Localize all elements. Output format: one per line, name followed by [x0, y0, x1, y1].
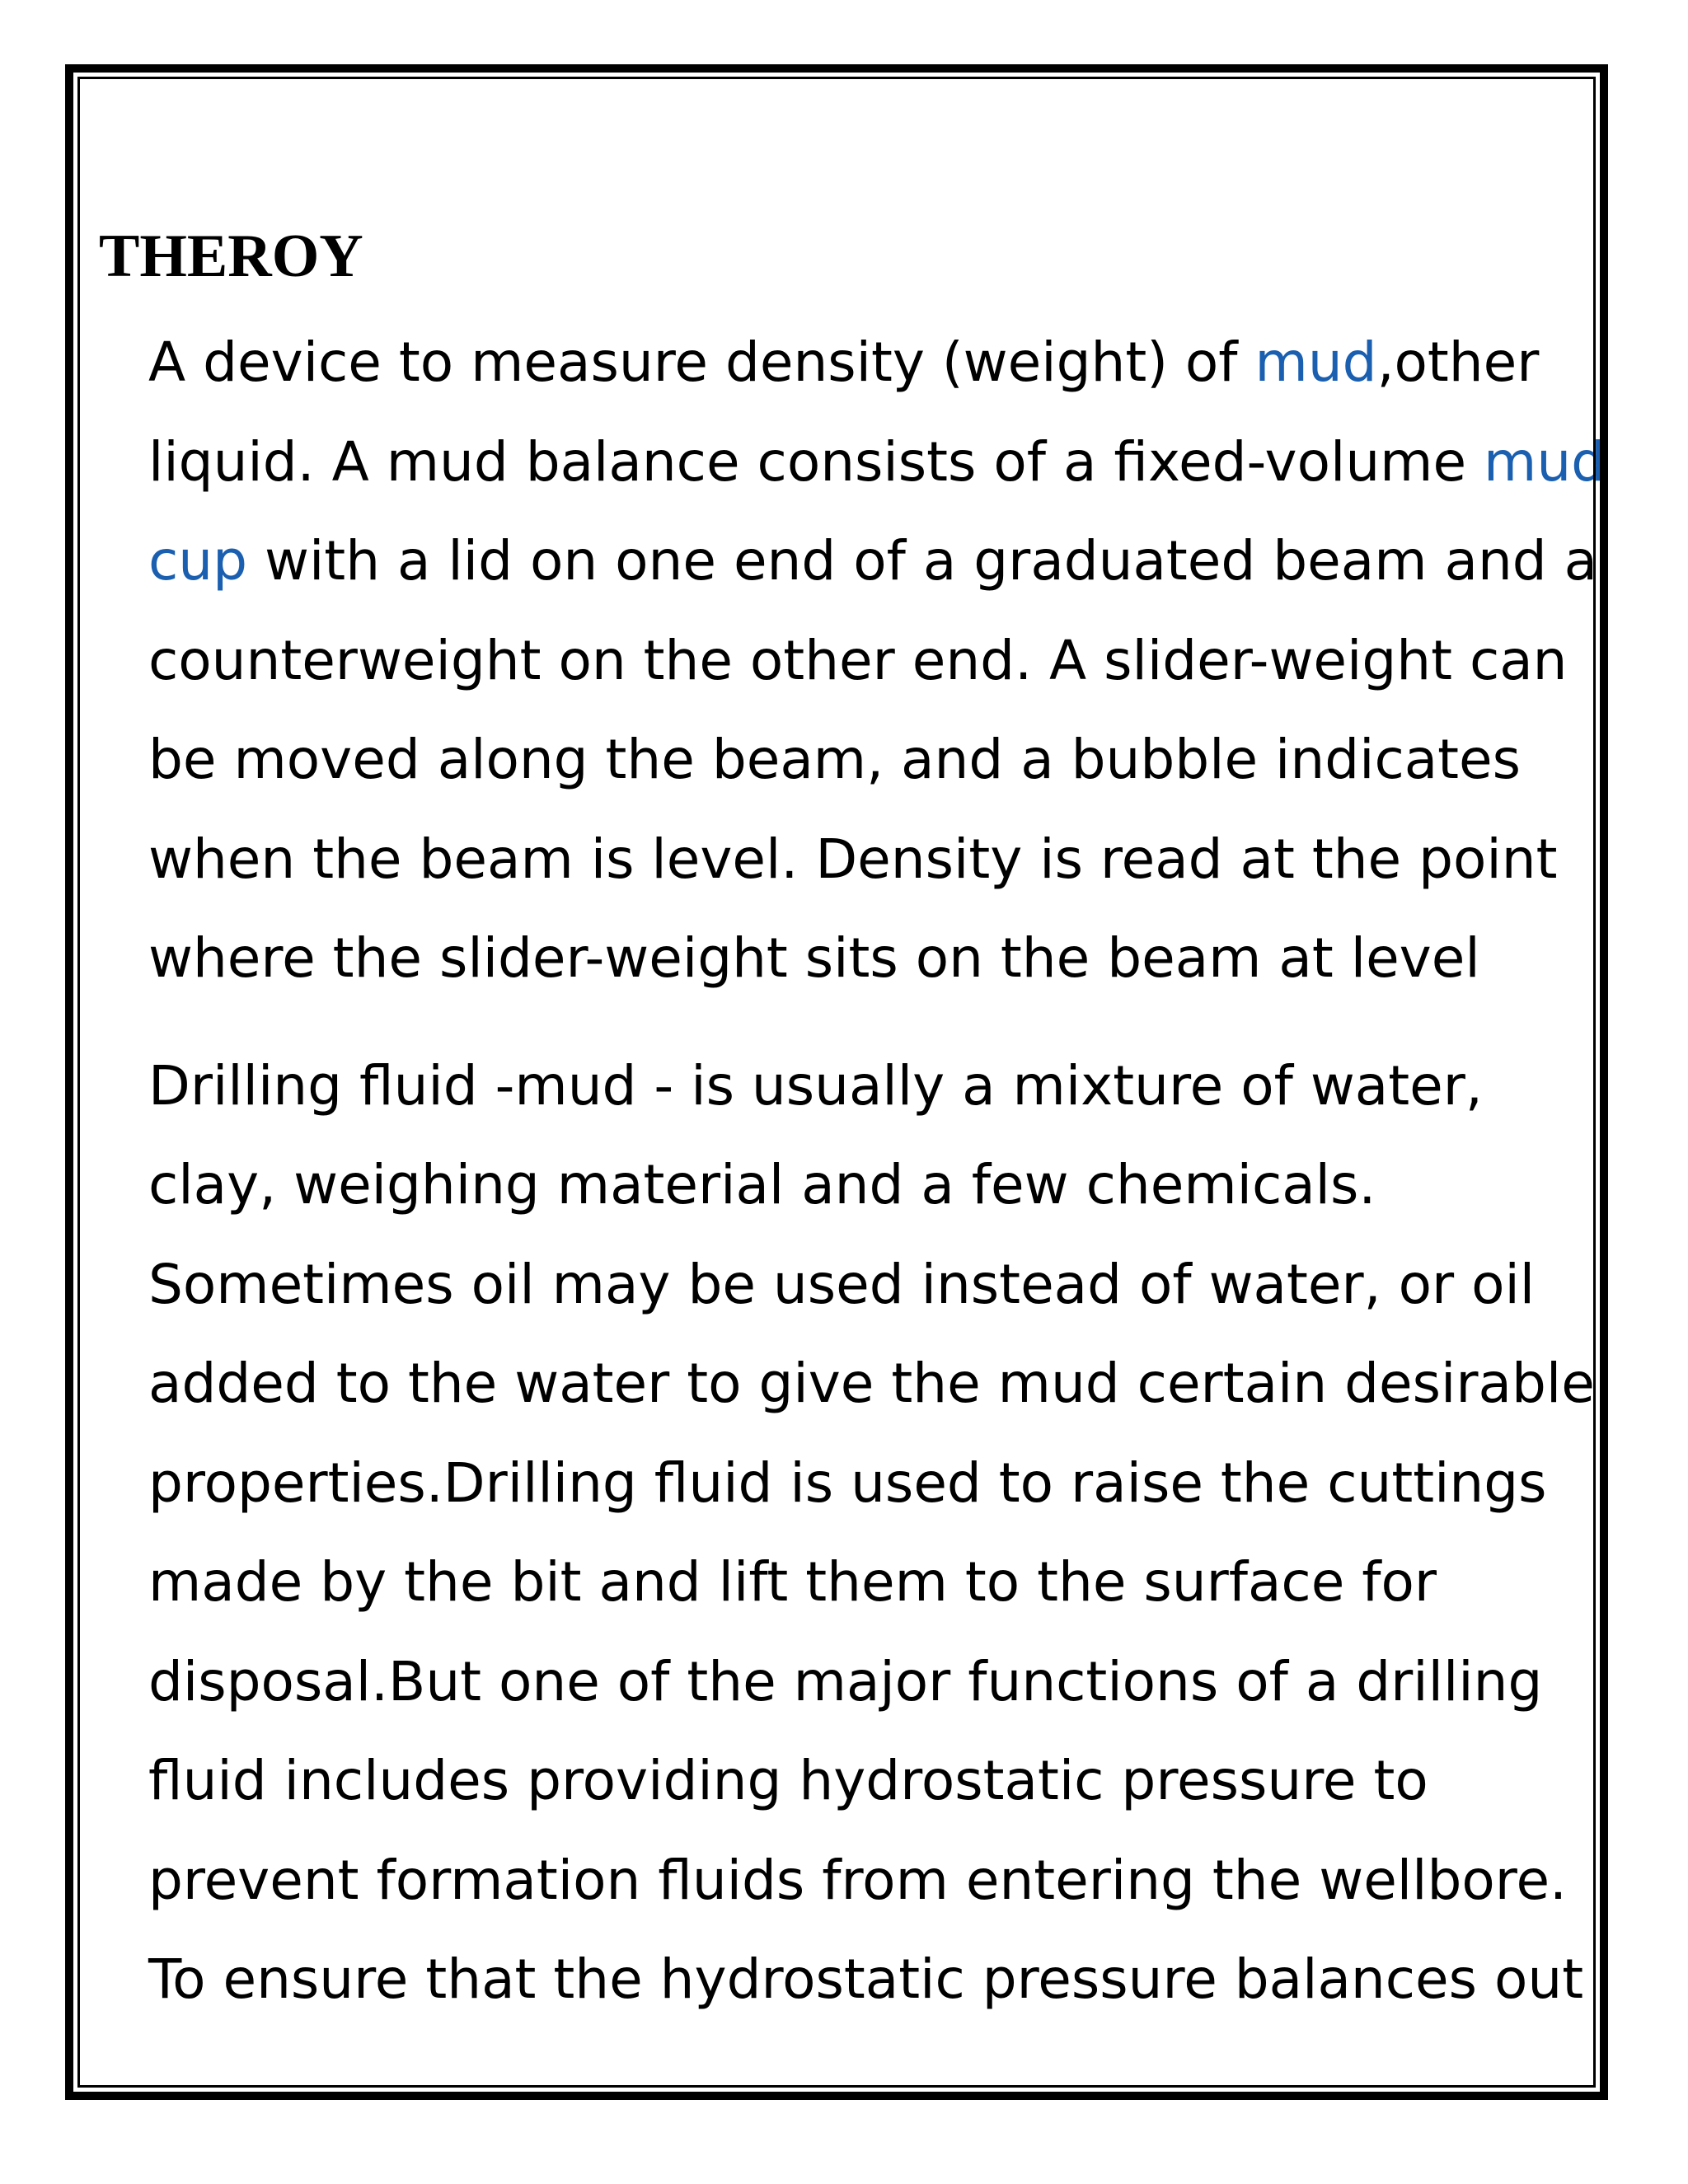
- body-text-line: made by the bit and lift them to the surface for: [148, 1550, 1437, 1614]
- body-text-line: [148, 512, 1606, 612]
- link-mud[interactable]: mud: [1254, 330, 1377, 394]
- body-text-line: be moved along the beam, and a bubble indicates: [148, 728, 1522, 791]
- body-text-line: where the slider-weight sits on the beam at level: [148, 926, 1480, 990]
- body-text-line: disposal.But one of the major functions of a drilling: [148, 1649, 1543, 1713]
- body-text-line: properties.Drilling fluid is used to raise the cuttings: [148, 1451, 1547, 1515]
- body-text-line: [148, 413, 1606, 513]
- paragraph-mud-balance: [148, 313, 1606, 1009]
- line-text: liquid. A mud balance consists of a fixed-volume: [148, 429, 1484, 494]
- body-text-line: added to the water to give the mud certain desirable: [148, 1352, 1595, 1415]
- line-text: ,other: [1376, 330, 1540, 394]
- body-text-line: when the beam is level. Density is read at the point: [148, 827, 1558, 891]
- body-text-line: Drilling fluid -mud - is usually a mixture of water,: [148, 1053, 1483, 1118]
- line-text: A device to measure density (weight) of: [148, 330, 1255, 394]
- link-mud-cup-part-1[interactable]: mud: [1484, 429, 1606, 494]
- body-text-line: counterweight on the other end. A slider-weight can: [148, 628, 1568, 692]
- body-text-line: fluid includes providing hydrostatic pressure to: [148, 1749, 1428, 1812]
- body-text-line: [148, 313, 1606, 413]
- line-text: with a lid on one end of a graduated beam and a: [247, 529, 1598, 593]
- section-heading: THEROY: [99, 223, 363, 290]
- body-text-line: Sometimes oil may be used instead of water, or oil: [148, 1252, 1536, 1316]
- body-text-line: prevent formation fluids from entering the wellbore.: [148, 1848, 1568, 1912]
- paragraph-drilling-fluid: [148, 1037, 1606, 2030]
- body-text-line: clay, weighing material and a few chemicals.: [148, 1153, 1376, 1216]
- body-text-line: To ensure that the hydrostatic pressure balances out: [148, 1947, 1584, 2011]
- link-mud-cup-part-2[interactable]: cup: [148, 529, 248, 593]
- body-text: [148, 313, 1606, 2030]
